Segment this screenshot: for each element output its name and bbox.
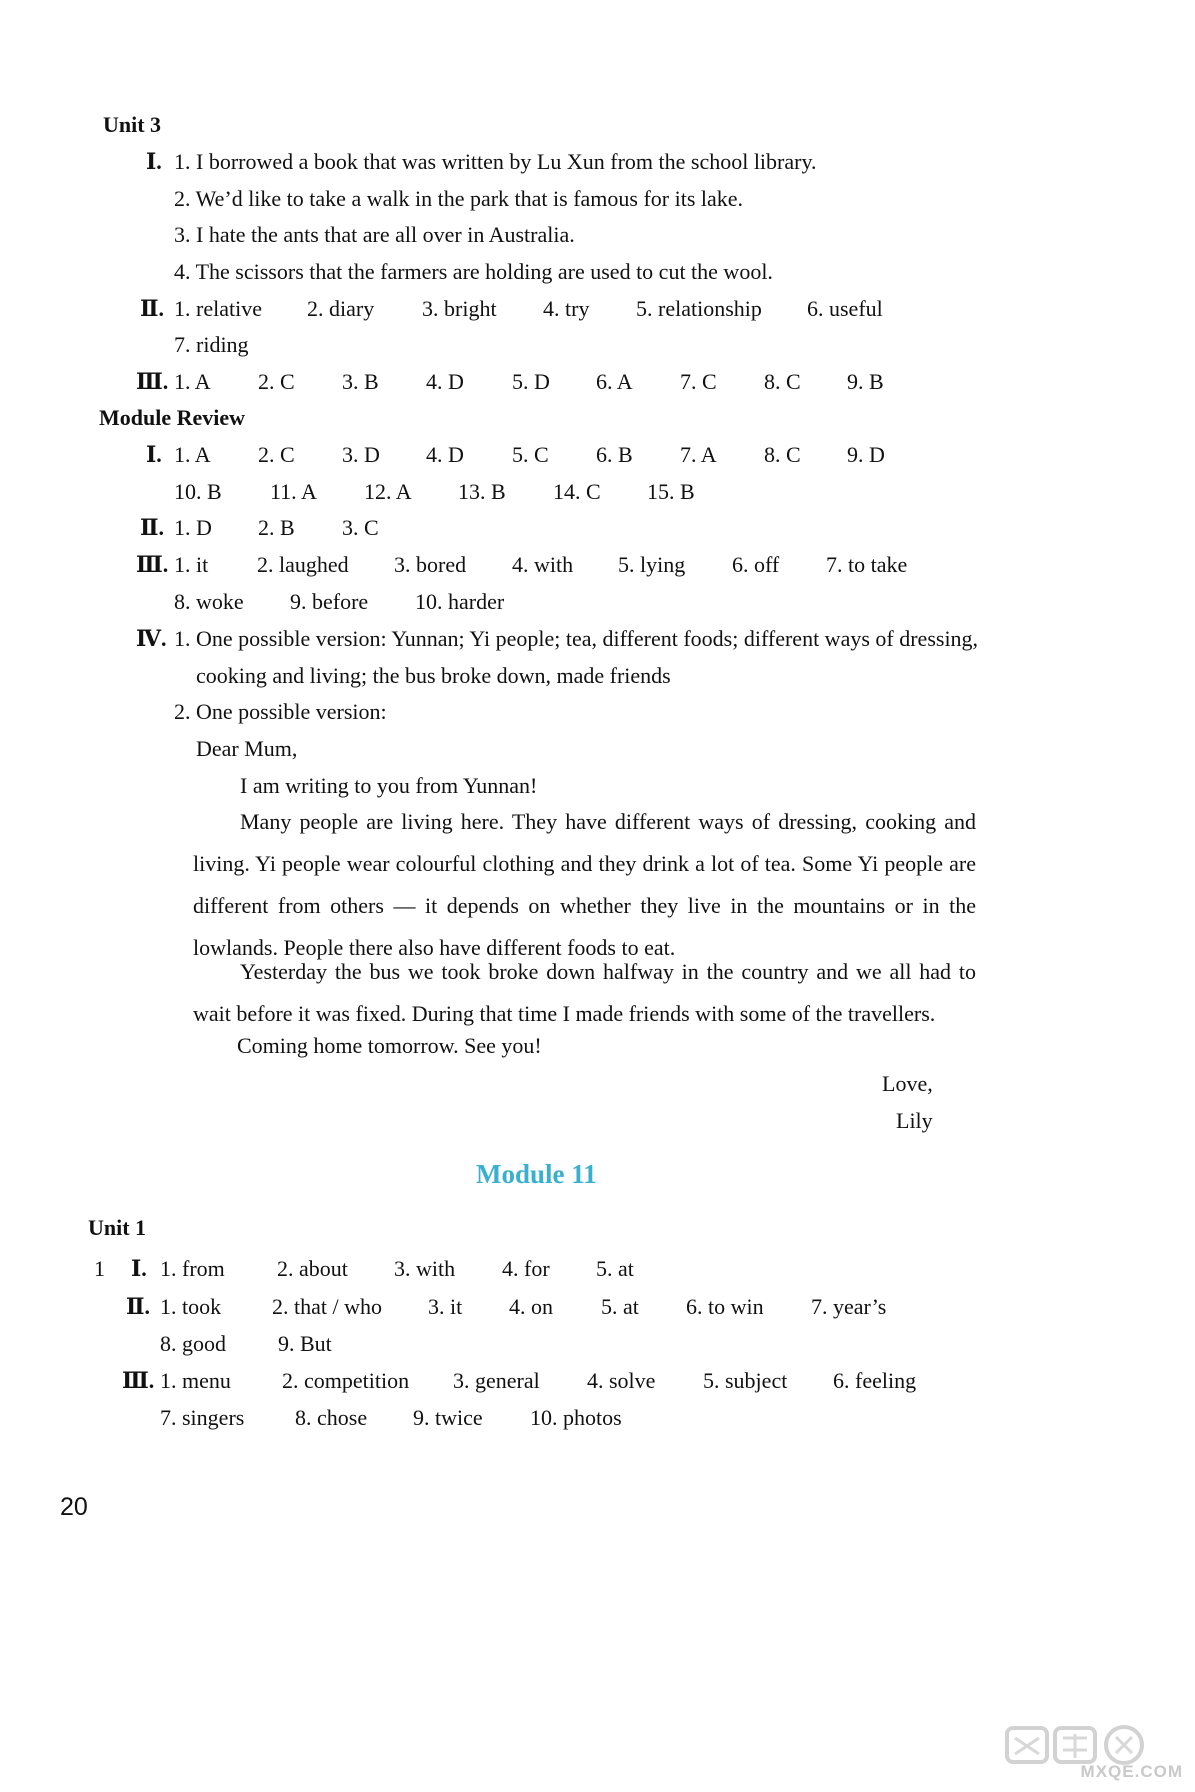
answer-item: 2. that / who — [272, 1294, 382, 1319]
answer-item: 13. B — [458, 479, 506, 504]
answer-item: 6. A — [596, 369, 633, 394]
answer-item: 2. diary — [307, 296, 375, 321]
module11-unit1-heading: Unit 1 — [88, 1215, 147, 1240]
answer-item: 8. C — [764, 369, 801, 394]
answer-item: 3. with — [394, 1256, 456, 1281]
answer-item: 8. good — [160, 1331, 226, 1356]
letter-paragraph — [193, 801, 976, 969]
answer-item: 10. B — [174, 479, 222, 504]
answer-item: 7. A — [680, 442, 717, 467]
review-section3-label: Ⅲ. — [136, 552, 169, 577]
answer-item: 3. bright — [422, 296, 497, 321]
answer-item: 1. it — [174, 552, 209, 577]
unit3-heading: Unit 3 — [103, 112, 162, 137]
answer-item: 5. C — [512, 442, 549, 467]
answer-item: 8. woke — [174, 589, 244, 614]
m11-section3-label: Ⅲ. — [122, 1368, 155, 1393]
answer-item: 9. before — [290, 589, 369, 614]
answer-item: 1. D — [174, 515, 212, 540]
answer-item: 2. about — [277, 1256, 348, 1281]
unit3-section1-label: Ⅰ. — [146, 149, 162, 174]
answer-item: 2. laughed — [257, 552, 349, 577]
answer-item: 6. useful — [807, 296, 883, 321]
m11-section1-label: Ⅰ. — [131, 1256, 147, 1281]
module-review-heading: Module Review — [99, 405, 246, 430]
answer-item: 4. on — [509, 1294, 553, 1319]
answer-item: 4. try — [543, 296, 590, 321]
answer-item: 7. riding — [174, 332, 249, 357]
answer-item: 12. A — [364, 479, 412, 504]
answer-item: 7. to take — [826, 552, 908, 577]
answer-item: 3. general — [453, 1368, 540, 1393]
answer-item: 7. singers — [160, 1405, 245, 1430]
answer-item: 3. C — [342, 515, 379, 540]
answer-item: 10. photos — [530, 1405, 622, 1430]
answer-item: 3. bored — [394, 552, 467, 577]
answer-item: 1. relative — [174, 296, 262, 321]
answer-line: 3. I hate the ants that are all over in Australia. — [174, 222, 575, 247]
answer-item: 2. B — [258, 515, 295, 540]
page-number: 20 — [60, 1493, 88, 1521]
answer-item: 9. B — [847, 369, 884, 394]
answer-line: 1. One possible version: Yunnan; Yi people; tea, different foods; different ways of dressing, — [174, 626, 979, 651]
answer-line: 2. One possible version: — [174, 699, 387, 724]
review-section1-label: Ⅰ. — [146, 442, 162, 467]
review-section2-label: Ⅱ. — [140, 515, 165, 540]
answer-item: 1. took — [160, 1294, 222, 1319]
answer-item: 9. But — [278, 1331, 332, 1356]
unit3-section2-label: Ⅱ. — [140, 296, 165, 321]
answer-item: 6. off — [732, 552, 780, 577]
answer-item: 9. twice — [413, 1405, 483, 1430]
answer-item: 5. relationship — [636, 296, 762, 321]
answer-item: 2. competition — [282, 1368, 410, 1393]
answer-item: 5. lying — [618, 552, 686, 577]
letter-paragraph — [193, 951, 976, 1035]
answer-item: 3. it — [428, 1294, 463, 1319]
unit3-section3-label: Ⅲ. — [136, 369, 169, 394]
watermark-text: MXQE.COM — [1080, 1762, 1183, 1781]
review-section4-label: Ⅳ. — [136, 626, 167, 651]
answer-item: 4. with — [512, 552, 574, 577]
letter-greeting: Dear Mum, — [196, 736, 298, 761]
letter-closing: Love, — [882, 1071, 933, 1096]
answer-item: 6. feeling — [833, 1368, 917, 1393]
letter-paragraph-text: Many people are living here. They have different ways of dressing, cooking and living. Yi people wear colourful clothing and they drink a lot of tea. Some Yi people are different from others — it depends on whether they live in the mountains or in the lowlands. People there also have different foods to eat. — [193, 809, 976, 960]
answer-item: 8. chose — [295, 1405, 368, 1430]
answer-item: 6. B — [596, 442, 633, 467]
watermark-logo — [999, 1724, 1189, 1786]
answer-item: 11. A — [270, 479, 317, 504]
answer-item: 5. subject — [703, 1368, 788, 1393]
answer-item: 4. D — [426, 442, 464, 467]
answer-item: 6. to win — [686, 1294, 764, 1319]
answer-item: 7. C — [680, 369, 717, 394]
answer-item: 1. menu — [160, 1368, 231, 1393]
module-title: Module 11 — [476, 1159, 597, 1189]
answer-item: 2. C — [258, 369, 295, 394]
answer-item: 1. from — [160, 1256, 225, 1281]
answer-item: 9. D — [847, 442, 885, 467]
answer-item: 15. B — [647, 479, 695, 504]
answer-item: 2. C — [258, 442, 295, 467]
answer-item: 1. A — [174, 369, 211, 394]
answer-item: 5. at — [596, 1256, 634, 1281]
answer-item: 8. C — [764, 442, 801, 467]
m11-section2-label: Ⅱ. — [126, 1294, 151, 1319]
answer-line: cooking and living; the bus broke down, made friends — [196, 663, 671, 688]
answer-item: 7. year’s — [811, 1294, 887, 1319]
answer-item: 10. harder — [415, 589, 505, 614]
answer-item: 5. D — [512, 369, 550, 394]
answer-item: 4. D — [426, 369, 464, 394]
answer-item: 5. at — [601, 1294, 639, 1319]
answer-item: 1. A — [174, 442, 211, 467]
answer-line: 4. The scissors that the farmers are holding are used to cut the wool. — [174, 259, 773, 284]
letter-signature: Lily — [896, 1108, 933, 1133]
answer-item: 4. for — [502, 1256, 550, 1281]
answer-item: 3. B — [342, 369, 379, 394]
answer-item: 4. solve — [587, 1368, 656, 1393]
answer-item: 14. C — [553, 479, 601, 504]
margin-marker: 1 — [94, 1256, 105, 1281]
answer-line: 1. I borrowed a book that was written by Lu Xun from the school library. — [174, 149, 817, 174]
letter-paragraph: I am writing to you from Yunnan! — [240, 773, 538, 798]
letter-paragraph-text: Yesterday the bus we took broke down halfway in the country and we all had to wait before it was fixed. During that time I made friends with some of the travellers. — [193, 959, 976, 1026]
answer-item: 3. D — [342, 442, 380, 467]
answer-line: 2. We’d like to take a walk in the park that is famous for its lake. — [174, 186, 744, 211]
letter-paragraph: Coming home tomorrow. See you! — [237, 1033, 542, 1058]
